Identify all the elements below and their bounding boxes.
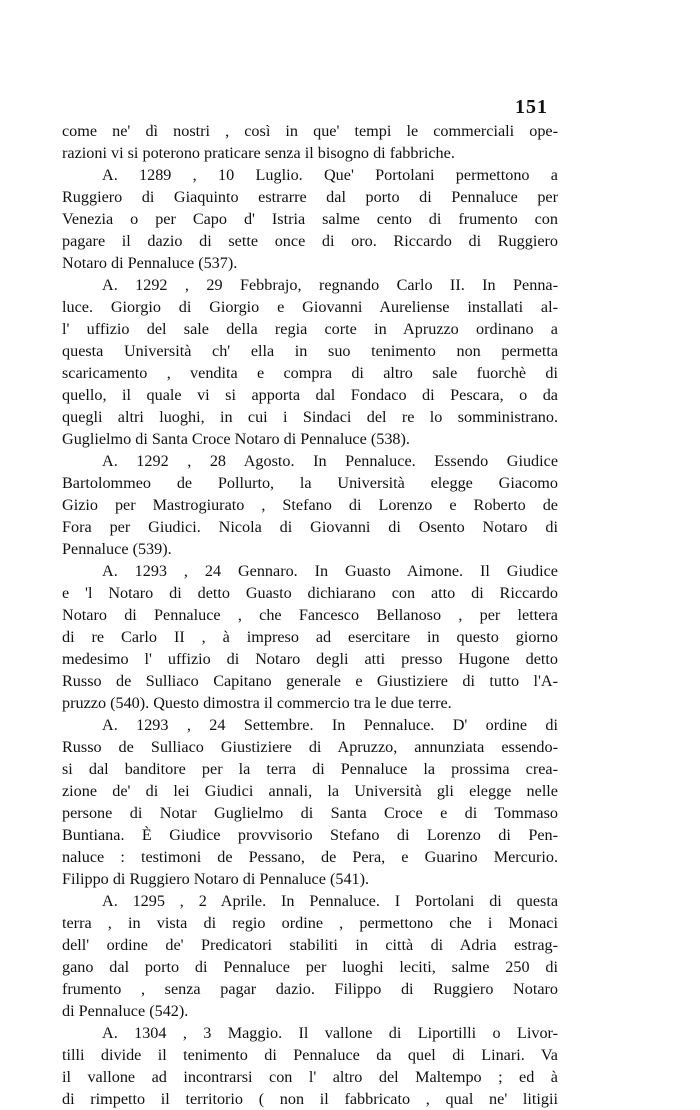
text-line: Notaro di Pennaluce (537). — [62, 254, 238, 272]
text-line: pruzzo (540). Questo dimostra il commercio tra le due terre. — [62, 694, 452, 712]
text-line: l' uffizio del sale della regia corte in Apruzzo ordinano a — [62, 320, 558, 338]
text-line: come ne' dì nostri , così in que' tempi le commerciali ope- — [62, 122, 558, 140]
text-line: Filippo di Ruggiero Notaro di Pennaluce (541). — [62, 870, 370, 888]
text-line: Buntiana. È Giudice provvisorio Stefano di Lorenzo di Pen- — [62, 826, 558, 844]
text-line: persone di Notar Guglielmo di Santa Croce e di Tommaso — [62, 804, 558, 822]
text-line: A. 1304 , 3 Maggio. Il vallone di Liportilli o Livor- — [102, 1024, 558, 1042]
text-line: di Pennaluce (542). — [62, 1002, 189, 1020]
text-line: razioni vi si poterono praticare senza il bisogno di fabbriche. — [62, 144, 455, 162]
text-line: si dal banditore per la terra di Pennaluce la prossima crea- — [62, 760, 558, 778]
text-line: A. 1293 , 24 Settembre. In Pennaluce. D' ordine di — [102, 716, 558, 734]
text-line: Venezia o per Capo d' Istria salme cento di frumento con — [62, 210, 558, 228]
text-line: A. 1295 , 2 Aprile. In Pennaluce. I Portolani di questa — [102, 892, 558, 910]
text-line: questa Università ch' ella in suo tenimento non permetta — [62, 342, 558, 360]
text-line: Notaro di Pennaluce , che Fancesco Bellanoso , per lettera — [62, 606, 558, 624]
text-line: Gizio per Mastrogiurato , Stefano di Lorenzo e Roberto de — [62, 496, 558, 514]
text-line: di re Carlo II , à impreso ad esercitare in questo giorno — [62, 628, 558, 646]
text-line: il vallone ad incontrarsi con l' altro del Maltempo ; ed à — [62, 1068, 558, 1086]
text-line: naluce : testimoni de Pessano, de Pera, e Guarino Mercurio. — [62, 848, 558, 866]
text-line: terra , in vista di regio ordine , permettono che i Monaci — [62, 914, 558, 932]
text-line: quello, il quale vi si apporta dal Fondaco di Pescara, o da — [62, 386, 558, 404]
text-line: A. 1292 , 29 Febbrajo, regnando Carlo II. In Penna- — [102, 276, 558, 294]
text-line: A. 1292 , 28 Agosto. In Pennaluce. Essendo Giudice — [102, 452, 558, 470]
text-line: medesimo l' uffizio di Notaro degli atti presso Hugone detto — [62, 650, 558, 668]
text-line: gano dal porto di Pennaluce per luoghi leciti, salme 250 di — [62, 958, 558, 976]
text-line: Guglielmo di Santa Croce Notaro di Pennaluce (538). — [62, 430, 410, 448]
text-line: Bartolommeo de Pollurto, la Università elegge Giacomo — [62, 474, 558, 492]
text-line: luce. Giorgio di Giorgio e Giovanni Aureliense installati al- — [62, 298, 558, 316]
text-line: quegli altri luoghi, in cui i Sindaci del re lo somministrano. — [62, 408, 558, 426]
body-text — [62, 120, 558, 1110]
text-line: di rimpetto il territorio ( non il fabbricato , qual ne' litigii — [62, 1090, 558, 1108]
text-line: Russo de Sulliaco Giustiziere di Apruzzo, annunziata essendo- — [62, 738, 558, 756]
text-line: Pennaluce (539). — [62, 540, 172, 558]
text-line: A. 1289 , 10 Luglio. Que' Portolani permettono a — [102, 166, 558, 184]
text-line: Ruggiero di Giaquinto estrarre dal porto di Pennaluce per — [62, 188, 558, 206]
text-line: dell' ordine de' Predicatori stabiliti in città di Adria estrag- — [62, 936, 558, 954]
text-line: Russo de Sulliaco Capitano generale e Giustiziere di tutto l'A- — [62, 672, 558, 690]
text-line: scaricamento , vendita e compra di altro sale fuorchè di — [62, 364, 558, 382]
text-line: Fora per Giudici. Nicola di Giovanni di Osento Notaro di — [62, 518, 558, 536]
page-number: 151 — [515, 96, 548, 118]
text-line: tilli divide il tenimento di Pennaluce da quel di Linari. Va — [62, 1046, 558, 1064]
text-line: zione de' di lei Giudici annali, la Università gli elegge nelle — [62, 782, 558, 800]
text-line: A. 1293 , 24 Gennaro. In Guasto Aimone. Il Giudice — [102, 562, 558, 580]
text-line: frumento , senza pagar dazio. Filippo di Ruggiero Notaro — [62, 980, 558, 998]
text-line: e 'l Notaro di detto Guasto dichiarano con atto di Riccardo — [62, 584, 558, 602]
text-line: pagare il dazio di sette once di oro. Riccardo di Ruggiero — [62, 232, 558, 250]
